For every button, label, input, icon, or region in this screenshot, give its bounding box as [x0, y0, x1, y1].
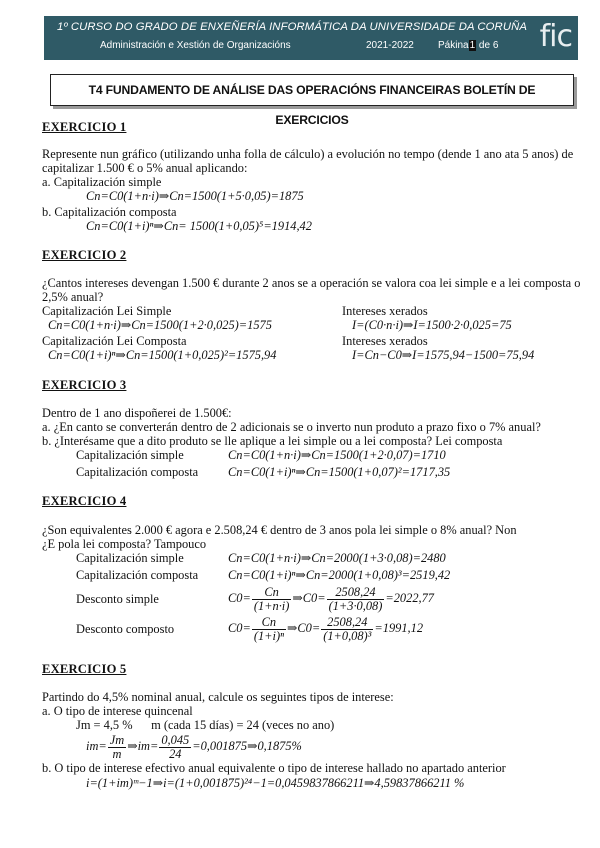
- fic-logo: fic: [539, 19, 572, 54]
- exercise-2-interest-formula-1: I=(C0·n·i)⇒I=1500·2·0,025=75: [352, 318, 512, 332]
- exercise-3-compound-formula: Cn=C0(1+i)ⁿ⇒Cn=1500(1+0,07)²=1717,35: [228, 465, 451, 479]
- discount-compound-fraction-1: [252, 616, 286, 643]
- fraction-denominator: 24: [169, 746, 182, 761]
- exercise-5-b-label: b. O tipo de interese efectivo anual equivalente o tipo de interese hallado no apartado anterior: [42, 761, 506, 775]
- exercise-2-compound-label: Capitalización Lei Composta: [42, 334, 187, 348]
- exercise-1-statement-line-2: capitalizar 1.500 € o 5% anual aplicando:: [42, 161, 248, 175]
- page-label: Pákina: [438, 40, 469, 51]
- im-lhs: im=: [86, 739, 107, 753]
- discount-simple-fraction-1: [252, 586, 292, 613]
- discount-compound-fraction-2: [321, 616, 373, 643]
- exercise-5-a-label: a. O tipo de interese quincenal: [42, 704, 193, 718]
- fraction-numerator: Jm: [109, 732, 125, 747]
- im-fraction-2: [159, 734, 191, 761]
- exercise-3-question-a: a. ¿En canto se converterán dentro de 2 adicionais se o inverto nun produto a prazo fixo o 7% anual?: [42, 420, 541, 434]
- exercise-4-compound-formula: Cn=C0(1+i)ⁿ⇒Cn=2000(1+0,08)³=2519,42: [228, 568, 451, 582]
- exercise-4-statement-line-2: ¿E pola lei composta? Tampouco: [42, 537, 207, 551]
- exercise-2-title: EXERCICIO 2: [42, 248, 127, 262]
- discount-simple-lhs: C0=: [228, 591, 251, 605]
- fraction-denominator: (1+i)ⁿ: [253, 628, 284, 643]
- discount-simple-result: =2022,77: [385, 591, 435, 605]
- subject-name: Administración e Xestión de Organizacións: [100, 40, 291, 51]
- discount-compound-lhs: C0=: [228, 621, 251, 635]
- course-line: 1º CURSO DO GRADO DE ENXEÑERÍA INFORMÁTICA DA UNIVERSIDADE DA CORUÑA: [57, 21, 527, 33]
- exercise-4-simple-label: Capitalización simple: [76, 551, 184, 565]
- exercise-5-im-formula: [86, 731, 302, 761]
- fraction-denominator: (1+n·i): [253, 598, 290, 613]
- exercise-4-title: EXERCICIO 4: [42, 494, 127, 508]
- discount-compound-implies: ⇒C0=: [286, 621, 321, 635]
- exercise-3-statement: Dentro de 1 ano dispoñerei de 1.500€:: [42, 406, 232, 420]
- exercise-3-simple-label: Capitalización simple: [76, 448, 184, 462]
- discount-simple-implies: ⇒C0=: [292, 591, 326, 605]
- exercise-2-statement-line-1: ¿Cantos intereses devengan 1.500 € durante 2 anos se a operación se valora coa lei simple e a lei composta o: [42, 276, 581, 290]
- exercise-4-simple-formula: Cn=C0(1+n·i)⇒Cn=2000(1+3·0,08)=2480: [228, 551, 446, 565]
- exercise-1-a-label: a. Capitalización simple: [42, 175, 162, 189]
- exercise-2-statement-line-2: 2,5% anual?: [42, 290, 104, 304]
- im-implies: ⇒im=: [127, 739, 159, 753]
- im-result: =0,001875⇒0,1875%: [192, 739, 302, 753]
- fraction-numerator: Cn: [252, 616, 286, 630]
- exercise-4-discount-simple-formula: [228, 583, 434, 613]
- exercise-1-b-formula: Cn=C0(1+i)ⁿ⇒Cn= 1500(1+0,05)⁵=1914,42: [86, 219, 312, 233]
- fraction-numerator: 2508,24: [321, 616, 373, 630]
- discount-simple-fraction-2: [327, 586, 385, 613]
- exercise-4-compound-label: Capitalización composta: [76, 568, 199, 582]
- exercise-3-question-b: b. ¿Interésame que a dito produto se lle aplique a lei simple ou a lei composta? Lei composta: [42, 434, 503, 448]
- exercise-3-simple-formula: Cn=C0(1+n·i)⇒Cn=1500(1+2·0,07)=1710: [228, 448, 446, 462]
- exercise-4-discount-compound-label: Desconto composto: [76, 622, 175, 636]
- fraction-denominator: (1+3·0,08): [328, 598, 383, 613]
- academic-year: 2021-2022: [366, 40, 414, 51]
- document-title: T4 FUNDAMENTO DE ANÁLISE DAS OPERACIÓNS FINANCEIRAS BOLETÍN DE EXERCICIOS: [50, 74, 574, 106]
- exercise-2-compound-formula: Cn=C0(1+i)ⁿ⇒Cn=1500(1+0,025)²=1575,94: [48, 348, 277, 362]
- page-total: de 6: [478, 40, 499, 51]
- page-number: 1: [469, 40, 476, 51]
- fraction-numerator: Cn: [252, 586, 292, 600]
- exercise-3-title: EXERCICIO 3: [42, 378, 127, 392]
- fraction-numerator: 0,045: [161, 732, 190, 747]
- exercise-4-discount-simple-label: Desconto simple: [76, 592, 159, 606]
- exercise-1-title: EXERCICIO 1: [42, 120, 127, 134]
- exercise-4-discount-compound-formula: [228, 613, 423, 643]
- exercise-5-statement: Partindo do 4,5% nominal anual, calcule os seguintes tipos de interese:: [42, 690, 394, 704]
- exercise-5-b-formula: i=(1+im)ᵐ−1⇒i=(1+0,001875)²⁴−1=0,0459837866211⇒4,59837866211 %: [86, 776, 465, 790]
- exercise-2-interest-label-2: Intereses xerados: [342, 334, 428, 348]
- exercise-2-interest-label-1: Intereses xerados: [342, 304, 428, 318]
- discount-compound-result: =1991,12: [374, 621, 424, 635]
- exercise-1-b-label: b. Capitalización composta: [42, 205, 177, 219]
- page-indicator: [438, 40, 498, 51]
- fraction-numerator: 2508,24: [327, 586, 385, 600]
- exercise-5-title: EXERCICIO 5: [42, 662, 127, 676]
- fraction-denominator: m: [112, 746, 122, 761]
- exercise-5-jm-line: Jm = 4,5 % m (cada 15 días) = 24 (veces no ano): [76, 718, 335, 732]
- exercise-2-simple-formula: Cn=C0(1+n·i)⇒Cn=1500(1+2·0,025)=1575: [48, 318, 272, 332]
- exercise-3-compound-label: Capitalización composta: [76, 465, 199, 479]
- fraction-denominator: (1+0,08)³: [323, 628, 372, 643]
- exercise-1-a-formula: Cn=C0(1+n·i)⇒Cn=1500(1+5·0,05)=1875: [86, 189, 304, 203]
- page-header: [44, 16, 578, 60]
- im-fraction-1: [108, 734, 126, 761]
- exercise-2-interest-formula-2: I=Cn−C0⇒I=1575,94−1500=75,94: [352, 348, 535, 362]
- exercise-4-statement-line-1: ¿Son equivalentes 2.000 € agora e 2.508,24 € dentro de 3 anos pola lei simple o 8% anual? Non: [42, 523, 517, 537]
- exercise-1-statement-line-1: Represente nun gráfico (utilizando unha folla de cálculo) a evolución no tempo (dende 1 ano ata 5 anos) de: [42, 147, 574, 161]
- exercise-2-simple-label: Capitalización Lei Simple: [42, 304, 172, 318]
